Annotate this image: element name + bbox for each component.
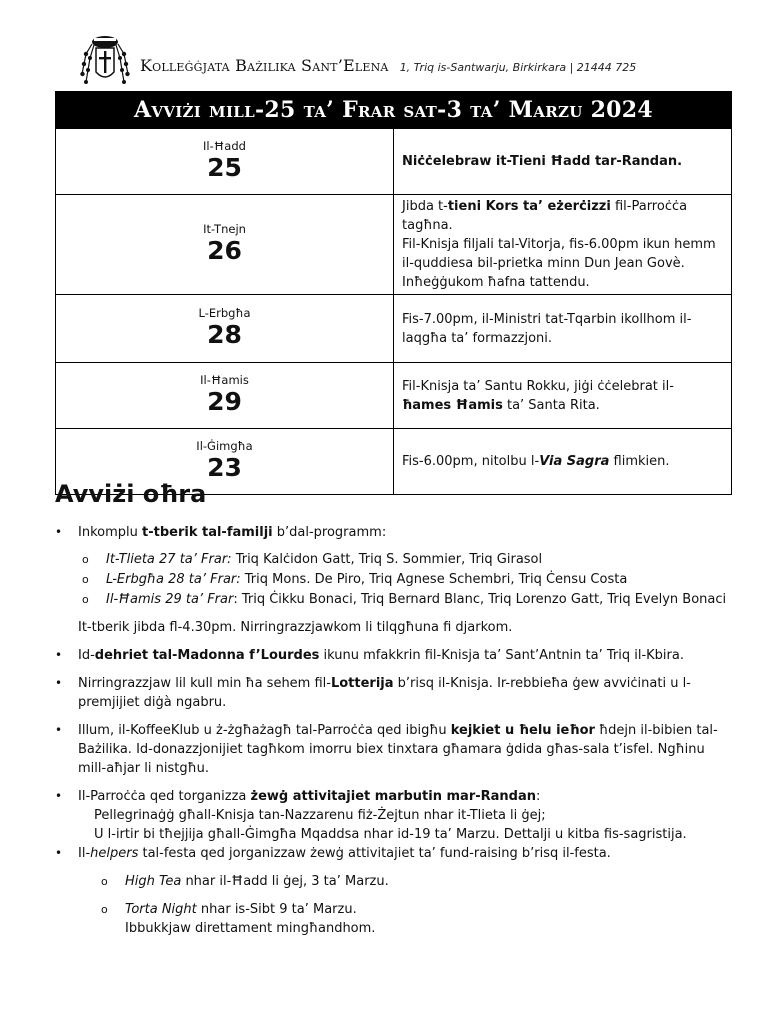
list-item xyxy=(55,674,735,712)
notice-text xyxy=(394,429,732,495)
bullet-icon: • xyxy=(55,676,63,690)
day-name: It-Tnejn xyxy=(203,221,246,236)
item-text: b’dal-programm: xyxy=(272,525,387,540)
item-text: Inkomplu xyxy=(78,525,142,540)
other-notices-list xyxy=(55,523,735,938)
day-cell xyxy=(56,129,394,195)
bullet-icon: • xyxy=(55,723,63,737)
item-text: Il-Parroċċa qed torganizza xyxy=(78,789,251,804)
day-name: Il-Ħamis xyxy=(200,372,249,387)
item-text: Illum, il-KoffeeKlub u ż-żgħażagħ tal-Parroċċa qed ibigħu xyxy=(78,723,451,738)
event-text: nhar il-Ħadd li ġej, 3 ta’ Marzu. xyxy=(181,874,389,889)
event-name: High Tea xyxy=(125,874,182,889)
schedule-day: It-Tlieta 27 ta’ Frar: xyxy=(106,552,232,567)
item-text: Nirringrazzjaw lil kull min ħa sehem fil- xyxy=(78,676,331,691)
schedule-day: L-Erbgħa 28 ta’ Frar: xyxy=(106,572,241,587)
day-number: 29 xyxy=(207,386,242,416)
schedule-streets: Triq Kalċidon Gatt, Triq S. Sommier, Triq Girasol xyxy=(231,552,543,567)
schedule-item xyxy=(55,550,735,569)
day-number: 28 xyxy=(207,319,242,349)
list-item xyxy=(55,646,735,665)
day-cell xyxy=(56,195,394,295)
day-number: 23 xyxy=(207,452,242,482)
item-text: ikunu mfakkrin fil-Knisja ta’ Sant’Antnin ta’ Triq il-Kbira. xyxy=(319,648,684,663)
bullet-icon: • xyxy=(55,648,63,662)
bullet-icon: • xyxy=(55,846,63,860)
item-text-italic: helpers xyxy=(90,846,139,861)
event-item xyxy=(55,900,735,919)
circle-bullet-icon: o xyxy=(101,875,108,888)
day-number: 25 xyxy=(207,152,242,182)
randan-line: U l-irtir bi tħejjija għall-Ġimgħa Mqaddsa nhar id-19 ta’ Marzu. Dettalji u kitba fis-sagristija. xyxy=(94,827,687,842)
schedule-item xyxy=(55,590,735,609)
list-item xyxy=(55,523,735,542)
item-text: tal-festa qed jorganizzaw żewġ attivitajiet ta’ fund-raising b’risq il-festa. xyxy=(138,846,611,861)
notice-text xyxy=(394,295,732,363)
item-text-bold: t-tberik tal-familji xyxy=(142,525,273,540)
letterhead-text xyxy=(140,56,636,75)
table-row xyxy=(56,195,732,295)
item-text-bold: Lotterija xyxy=(330,676,394,691)
notice-segment: Via Sagra xyxy=(539,454,610,469)
notice-segment: Fis-7.00pm, il-Ministri tat-Tqarbin ikollhom il-laqgħa ta’ formazzjoni. xyxy=(402,311,692,346)
notice-segment: fil-Parroċċa tagħna. xyxy=(402,199,688,233)
item-text-bold: dehriet tal-Madonna f’Lourdes xyxy=(94,648,320,663)
schedule-streets: Triq Mons. De Piro, Triq Agnese Schembri, Triq Ċensu Costa xyxy=(240,572,628,587)
notice-segment: Niċċelebraw it-Tieni Ħadd tar-Randan. xyxy=(402,154,683,169)
church-address: 1, Triq is-Santwarju, Birkirkara | 21444 725 xyxy=(399,61,637,74)
table-row xyxy=(56,295,732,363)
notice-text xyxy=(394,129,732,195)
list-item xyxy=(55,721,735,778)
item-text-bold: kejkiet u ħelu ieħor xyxy=(450,723,595,738)
day-name: L-Erbgħa xyxy=(198,305,251,320)
schedule-streets: : Triq Ċikku Bonaci, Triq Bernard Blanc, Triq Lorenzo Gatt, Triq Evelyn Bonaci xyxy=(233,592,727,607)
event-item xyxy=(55,872,735,891)
bullet-icon: • xyxy=(55,525,63,539)
circle-bullet-icon: o xyxy=(101,903,108,916)
notice-text xyxy=(394,195,732,295)
event-name: Torta Night xyxy=(125,902,197,917)
table-row xyxy=(56,129,732,195)
circle-bullet-icon: o xyxy=(82,573,89,586)
notice-segment: ħames Ħamis xyxy=(402,397,503,413)
bullet-icon: • xyxy=(55,789,63,803)
event-text: nhar is-Sibt 9 ta’ Marzu. xyxy=(196,902,357,917)
day-cell xyxy=(56,363,394,429)
item-text: b’risq il-Knisja. Ir-rebbieħa ġew avviċinati u l-premjijiet diġà ngabru. xyxy=(78,676,691,710)
item-text: ħdejn il-bibien tal-Bażilika. Id-donazzjonijiet tagħkom imorru biex tinxtara għamara ġdida għas-sala t’isfel. Ngħinu mill-aħjar li nistgħu. xyxy=(78,723,718,776)
other-notices-heading: Avviżi oħra xyxy=(55,480,207,508)
notice-segment: flimkien. xyxy=(609,454,670,469)
coat-of-arms-logo xyxy=(80,34,130,90)
letterhead xyxy=(80,34,720,90)
schedule-day: Il-Ħamis 29 ta’ Frar xyxy=(106,592,234,607)
notice-segment: Jibda t- xyxy=(402,199,448,214)
schedule-item xyxy=(55,570,735,589)
day-name: Il-Ħadd xyxy=(203,138,246,153)
table-row xyxy=(56,363,732,429)
list-item xyxy=(55,844,735,863)
notice-segment: Fil-Knisja ta’ Santu Rokku, jiġi ċċelebrat il- xyxy=(402,378,674,394)
notice-segment: Fis-6.00pm, nitolbu l- xyxy=(402,454,540,469)
notice-segment: Fil-Knisja filjali tal-Vitorja, fis-6.00pm ikun hemm il-quddiesa bil-prietka minn Dun Jean Govè. Inħeġġukom ħafna tattendu. xyxy=(402,237,716,290)
tberik-note: It-tberik jibda fl-4.30pm. Nirringrazzjawkom li tilqgħuna fi djarkom. xyxy=(78,620,513,635)
circle-bullet-icon: o xyxy=(82,593,89,606)
circle-bullet-icon: o xyxy=(82,553,89,566)
item-text-bold: żewġ attivitajiet marbutin mar-Randan xyxy=(250,789,537,804)
church-name: Kolleġġjata Bażilika Sant’Elena xyxy=(140,56,389,75)
day-number: 26 xyxy=(207,235,242,265)
list-item xyxy=(55,787,735,806)
notices-title: Avviżi mill-25 ta’ Frar sat-3 ta’ Marzu 2024 xyxy=(56,92,732,129)
day-name: Il-Ġimgħa xyxy=(196,438,253,453)
randan-line: Pellegrinaġġ għall-Knisja tan-Nazzarenu fiż-Żejtun nhar it-Tlieta li ġej; xyxy=(94,808,546,823)
day-cell xyxy=(56,295,394,363)
notice-segment: tieni Kors ta’ eżerċizzi xyxy=(447,199,611,214)
item-text: : xyxy=(536,789,541,804)
item-text: Il- xyxy=(78,846,91,861)
item-text: Id- xyxy=(78,648,95,663)
booking-note: Ibbukkjaw direttament mingħandhom. xyxy=(125,921,376,936)
notice-segment: ta’ Santa Rita. xyxy=(502,397,600,413)
weekly-notices-table xyxy=(55,91,732,495)
notice-text xyxy=(394,363,732,429)
